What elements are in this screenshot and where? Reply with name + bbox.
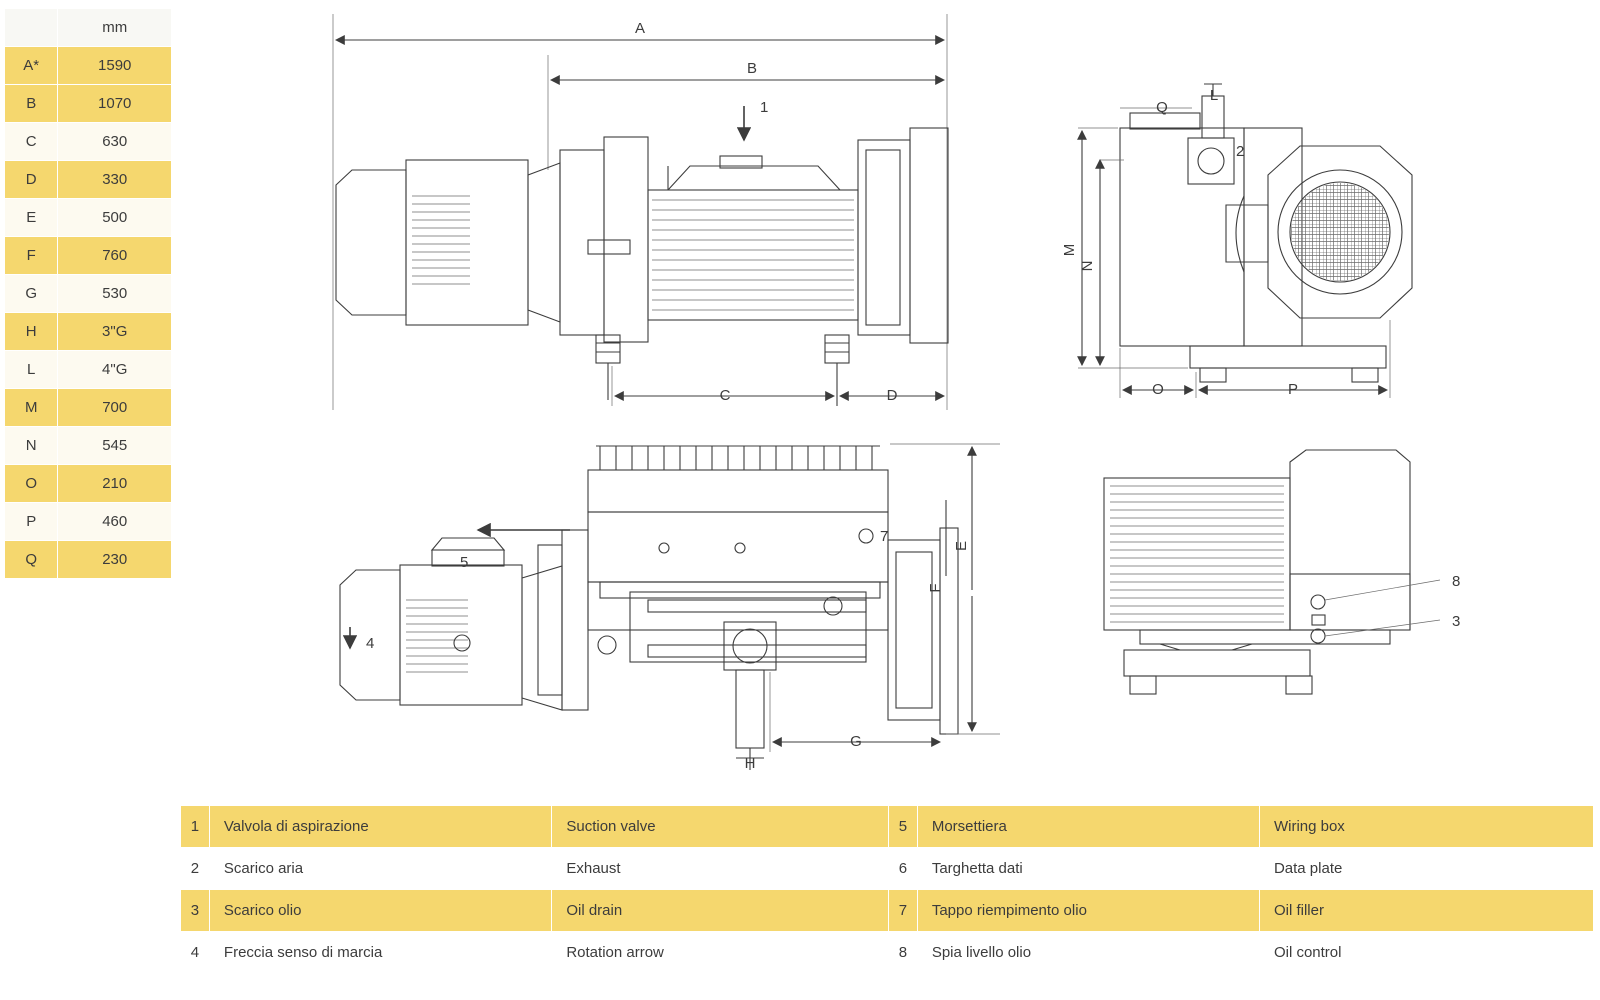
item-callout-7: 7 [880,528,889,545]
dimension-row [5,503,172,541]
legend-label-en: Data plate [1259,848,1593,890]
dimension-key: F [5,237,58,275]
legend-number: 2 [181,848,210,890]
legend-table [180,805,1594,974]
dimension-row [5,541,172,579]
dimension-key: O [5,465,58,503]
item-callout-2: 2 [1236,143,1245,160]
legend-number: 1 [181,806,210,848]
rear-elevation-view [1104,450,1460,694]
legend-row [181,890,1594,932]
legend-label-en: Oil drain [552,890,889,932]
dimension-label-L: L [1209,87,1219,104]
item-callout-3: 3 [1452,613,1461,630]
dimension-key: L [5,351,58,389]
dimension-label-A: A [634,20,646,37]
dimension-label-B: B [746,60,758,77]
dimension-label-N: N [1079,260,1096,272]
legend-label-it: Spia livello olio [917,932,1259,974]
legend-row [181,806,1594,848]
dimension-value: 530 [58,275,172,313]
dimension-value: 1590 [58,47,172,85]
dimension-label-M: M [1061,243,1078,257]
legend-label-en: Oil control [1259,932,1593,974]
dimension-label-C: C [719,387,731,404]
legend-number: 6 [888,848,917,890]
dimension-value: 630 [58,123,172,161]
dimension-row [5,465,172,503]
legend-number: 8 [888,932,917,974]
legend-label-it: Scarico aria [209,848,551,890]
dimension-key: G [5,275,58,313]
item-callout-5: 5 [460,554,469,571]
dimension-row [5,427,172,465]
legend-number: 3 [181,890,210,932]
legend-number: 5 [888,806,917,848]
legend-number: 4 [181,932,210,974]
dimension-value: 3"G [58,313,172,351]
front-elevation-view [1061,84,1412,398]
legend-row [181,848,1594,890]
dimension-label-Q-top: Q [1156,99,1168,116]
dimension-row [5,351,172,389]
dimension-value: 460 [58,503,172,541]
dimension-table [4,8,172,579]
legend-label-it: Tappo riempimento olio [917,890,1259,932]
dimension-key: A* [5,47,58,85]
dimension-row [5,389,172,427]
dimension-label-D: D [886,387,898,404]
dimension-label-E: E [953,540,970,552]
dimension-row [5,123,172,161]
dimension-key: Q [5,541,58,579]
dimension-row [5,161,172,199]
item-callout-1: 1 [760,99,769,116]
legend-row [181,932,1594,974]
dimension-row [5,85,172,123]
dimension-key: H [5,313,58,351]
dimension-key: N [5,427,58,465]
legend-label-en: Wiring box [1259,806,1593,848]
item-callout-8: 8 [1452,573,1461,590]
dimension-label-O-bottom: O [1152,381,1164,398]
dimension-value: 1070 [58,85,172,123]
dimension-key: E [5,199,58,237]
legend-label-it: Scarico olio [209,890,551,932]
legend-label-en: Oil filler [1259,890,1593,932]
dimension-row [5,237,172,275]
dimension-value: 500 [58,199,172,237]
legend-number: 7 [888,890,917,932]
dimension-header-unit: mm [58,9,172,47]
dimension-value: 210 [58,465,172,503]
dimension-row [5,199,172,237]
plan-view [340,444,1000,772]
dimension-key: B [5,85,58,123]
side-elevation-view [333,14,948,410]
legend-label-en: Suction valve [552,806,889,848]
dimension-value: 4"G [58,351,172,389]
dimension-key: C [5,123,58,161]
legend-label-en: Exhaust [552,848,889,890]
dimension-value: 230 [58,541,172,579]
dimension-value: 700 [58,389,172,427]
dimension-label-H: H [744,755,756,772]
legend-label-it: Valvola di aspirazione [209,806,551,848]
dimension-table-header-row [5,9,172,47]
dimension-header-blank [5,9,58,47]
dimension-value: 760 [58,237,172,275]
dimension-value: 545 [58,427,172,465]
dimension-row [5,47,172,85]
legend-label-en: Rotation arrow [552,932,889,974]
dimension-key: D [5,161,58,199]
dimension-label-G: G [850,733,862,750]
dimension-row [5,313,172,351]
dimension-label-P: P [1287,381,1299,398]
dimension-row [5,275,172,313]
dimension-value: 330 [58,161,172,199]
dimension-key: P [5,503,58,541]
legend-label-it: Morsettiera [917,806,1259,848]
dimension-label-F: F [927,583,944,593]
item-callout-4: 4 [366,635,375,652]
legend-label-it: Targhetta dati [917,848,1259,890]
legend-label-it: Freccia senso di marcia [209,932,551,974]
dimension-key: M [5,389,58,427]
